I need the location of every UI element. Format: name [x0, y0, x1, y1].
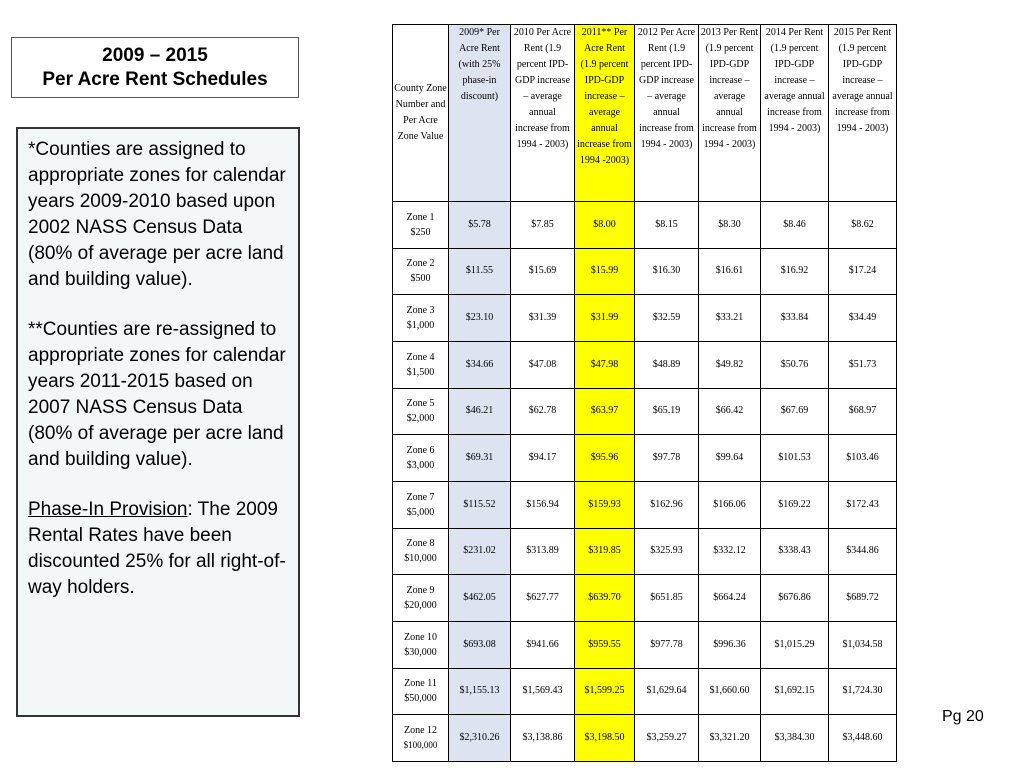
rent-cell: $23.10 — [449, 295, 511, 342]
zone-cell — [393, 621, 449, 668]
header-2015: 2015 Per Rent (1.9 percent IPD-GDP increase – average annual increase from 1994 - 2003) — [829, 25, 897, 202]
rent-cell: $115.52 — [449, 481, 511, 528]
rent-cell: $166.06 — [699, 481, 761, 528]
rent-cell: $2,310.26 — [449, 715, 511, 762]
rent-cell: $8.62 — [829, 202, 897, 249]
zone-value: $1,000 — [406, 320, 435, 332]
rent-cell: $33.84 — [761, 295, 829, 342]
header-2012: 2012 Per Acre Rent (1.9 percent IPD-GDP increase – average annual increase from 1994 - 2003) — [635, 25, 699, 202]
rent-cell: $49.82 — [699, 341, 761, 388]
zone-value: $5,000 — [406, 506, 435, 518]
rent-cell: $11.55 — [449, 248, 511, 295]
zone-value: $1,500 — [406, 366, 435, 378]
zone-number: Zone 6 — [406, 445, 435, 457]
rent-cell: $94.17 — [511, 435, 575, 482]
rent-cell: $31.99 — [575, 295, 635, 342]
page-title-box — [11, 37, 299, 98]
rent-cell: $676.86 — [761, 575, 829, 622]
zone-value: $250 — [410, 226, 431, 238]
zone-number: Zone 8 — [406, 538, 435, 550]
zone-value: $2,000 — [406, 413, 435, 425]
rent-cell: $34.49 — [829, 295, 897, 342]
rent-cell: $462.05 — [449, 575, 511, 622]
rent-cell: $50.76 — [761, 341, 829, 388]
phase-in-label: Phase-In Provision — [28, 499, 188, 520]
rent-cell: $1,015.29 — [761, 621, 829, 668]
note-zone-assignment-2009: *Counties are assigned to appropriate zones for calendar years 2009-2010 based upon 2002 NASS Census Data (80% of average per acre land and building value). — [28, 139, 286, 290]
rent-cell: $1,629.64 — [635, 668, 699, 715]
table-row — [393, 621, 897, 668]
rent-cell: $47.98 — [575, 341, 635, 388]
zone-value: $100,000 — [403, 740, 438, 751]
header-2011: 2011** Per Acre Rent (1.9 percent IPD-GDP increase – average annual increase from 1994 -2003) — [575, 25, 635, 202]
zone-value: $10,000 — [404, 553, 437, 565]
rent-cell: $68.97 — [829, 388, 897, 435]
table-row — [393, 341, 897, 388]
rent-cell: $1,155.13 — [449, 668, 511, 715]
rent-cell: $17.24 — [829, 248, 897, 295]
rent-table-body — [393, 25, 897, 762]
rent-cell: $156.94 — [511, 481, 575, 528]
rent-cell: $8.00 — [575, 202, 635, 249]
rent-cell: $689.72 — [829, 575, 897, 622]
rent-cell: $15.69 — [511, 248, 575, 295]
page-title-line1: 2009 – 2015 — [102, 44, 208, 66]
rent-cell: $3,448.60 — [829, 715, 897, 762]
table-row — [393, 668, 897, 715]
rent-cell: $8.30 — [699, 202, 761, 249]
rent-cell: $62.78 — [511, 388, 575, 435]
rent-cell: $67.69 — [761, 388, 829, 435]
rent-cell: $325.93 — [635, 528, 699, 575]
table-row — [393, 202, 897, 249]
header-2014: 2014 Per Rent (1.9 percent IPD-GDP increase – average annual increase from 1994 - 2003) — [761, 25, 829, 202]
header-2010: 2010 Per Acre Rent (1.9 percent IPD-GDP increase – average annual increase from 1994 - 2003) — [511, 25, 575, 202]
rent-cell: $1,599.25 — [575, 668, 635, 715]
table-row — [393, 295, 897, 342]
rent-cell: $5.78 — [449, 202, 511, 249]
rent-cell: $8.15 — [635, 202, 699, 249]
rent-cell: $66.42 — [699, 388, 761, 435]
zone-number: Zone 9 — [406, 585, 435, 597]
rent-cell: $162.96 — [635, 481, 699, 528]
zone-number: Zone 2 — [406, 258, 435, 270]
table-row — [393, 435, 897, 482]
rent-cell: $46.21 — [449, 388, 511, 435]
rent-cell: $3,321.20 — [699, 715, 761, 762]
rent-cell: $169.22 — [761, 481, 829, 528]
rent-cell: $34.66 — [449, 341, 511, 388]
table-row — [393, 575, 897, 622]
rent-cell: $103.46 — [829, 435, 897, 482]
rent-cell: $338.43 — [761, 528, 829, 575]
rent-cell: $8.46 — [761, 202, 829, 249]
note-zone-reassignment-2011: **Counties are re-assigned to appropriate zones for calendar years 2011-2015 based on 2007 NASS Census Data (80% of average per acre land and building value). — [28, 319, 286, 470]
rent-cell: $172.43 — [829, 481, 897, 528]
rent-cell: $16.92 — [761, 248, 829, 295]
zone-cell — [393, 435, 449, 482]
phase-in-text: : The 2009 Rental Rates have been discounted 25% for all right-of- way holders. — [28, 499, 286, 598]
header-2013: 2013 Per Rent (1.9 percent IPD-GDP increase – average annual increase from 1994 - 2003) — [699, 25, 761, 202]
zone-cell — [393, 295, 449, 342]
table-header-row — [393, 25, 897, 202]
rent-cell: $231.02 — [449, 528, 511, 575]
rent-cell: $1,034.58 — [829, 621, 897, 668]
zone-value: $50,000 — [404, 693, 437, 705]
rent-cell: $664.24 — [699, 575, 761, 622]
rent-cell: $31.39 — [511, 295, 575, 342]
rent-cell: $32.59 — [635, 295, 699, 342]
rent-cell: $47.08 — [511, 341, 575, 388]
table-row — [393, 528, 897, 575]
rent-cell: $48.89 — [635, 341, 699, 388]
zone-number: Zone 12 — [403, 725, 438, 737]
rent-cell: $332.12 — [699, 528, 761, 575]
rent-cell: $3,259.27 — [635, 715, 699, 762]
rent-cell: $1,660.60 — [699, 668, 761, 715]
rent-cell: $3,138.86 — [511, 715, 575, 762]
zone-number: Zone 5 — [406, 398, 435, 410]
zone-number: Zone 7 — [406, 491, 435, 503]
zone-cell — [393, 668, 449, 715]
header-zone: County Zone Number and Per Acre Zone Value — [393, 25, 449, 202]
rent-cell: $33.21 — [699, 295, 761, 342]
rent-cell: $63.97 — [575, 388, 635, 435]
rent-cell: $15.99 — [575, 248, 635, 295]
notes-panel — [16, 127, 300, 717]
rent-cell: $319.85 — [575, 528, 635, 575]
table-row — [393, 481, 897, 528]
zone-cell — [393, 248, 449, 295]
zone-value: $3,000 — [406, 460, 435, 472]
rent-schedule-table — [392, 24, 897, 762]
rent-cell: $344.86 — [829, 528, 897, 575]
zone-value: $20,000 — [404, 600, 437, 612]
zone-value: $30,000 — [404, 646, 437, 658]
rent-cell: $3,384.30 — [761, 715, 829, 762]
rent-cell: $1,724.30 — [829, 668, 897, 715]
table-row — [393, 248, 897, 295]
rent-cell: $977.78 — [635, 621, 699, 668]
rent-cell: $651.85 — [635, 575, 699, 622]
rent-cell: $101.53 — [761, 435, 829, 482]
rent-cell: $65.19 — [635, 388, 699, 435]
rent-cell: $69.31 — [449, 435, 511, 482]
page-title-line2: Per Acre Rent Schedules — [42, 68, 268, 90]
zone-number: Zone 10 — [403, 631, 438, 643]
rent-cell: $99.64 — [699, 435, 761, 482]
rent-cell: $996.36 — [699, 621, 761, 668]
rent-cell: $1,569.43 — [511, 668, 575, 715]
rent-cell: $313.89 — [511, 528, 575, 575]
zone-cell — [393, 715, 449, 762]
table-row — [393, 388, 897, 435]
rent-cell: $95.96 — [575, 435, 635, 482]
zone-cell — [393, 481, 449, 528]
rent-cell: $159.93 — [575, 481, 635, 528]
rent-cell: $97.78 — [635, 435, 699, 482]
zone-value: $500 — [410, 273, 431, 285]
rent-cell: $1,692.15 — [761, 668, 829, 715]
rent-cell: $693.08 — [449, 621, 511, 668]
header-2009: 2009* Per Acre Rent (with 25% phase-in discount) — [449, 25, 511, 202]
note-phase-in — [28, 497, 288, 601]
zone-number: Zone 11 — [404, 678, 437, 690]
zone-cell — [393, 575, 449, 622]
rent-cell: $3,198.50 — [575, 715, 635, 762]
zone-number: Zone 4 — [406, 351, 435, 363]
zone-cell — [393, 202, 449, 249]
zone-cell — [393, 528, 449, 575]
rent-cell: $51.73 — [829, 341, 897, 388]
rent-cell: $7.85 — [511, 202, 575, 249]
zone-number: Zone 1 — [406, 211, 435, 223]
rent-cell: $16.30 — [635, 248, 699, 295]
zone-number: Zone 3 — [406, 305, 435, 317]
zone-cell — [393, 341, 449, 388]
zone-cell — [393, 388, 449, 435]
rent-cell: $16.61 — [699, 248, 761, 295]
page-number: Pg 20 — [942, 708, 984, 725]
rent-cell: $627.77 — [511, 575, 575, 622]
table-row — [393, 715, 897, 762]
rent-cell: $639.70 — [575, 575, 635, 622]
rent-cell: $959.55 — [575, 621, 635, 668]
rent-cell: $941.66 — [511, 621, 575, 668]
